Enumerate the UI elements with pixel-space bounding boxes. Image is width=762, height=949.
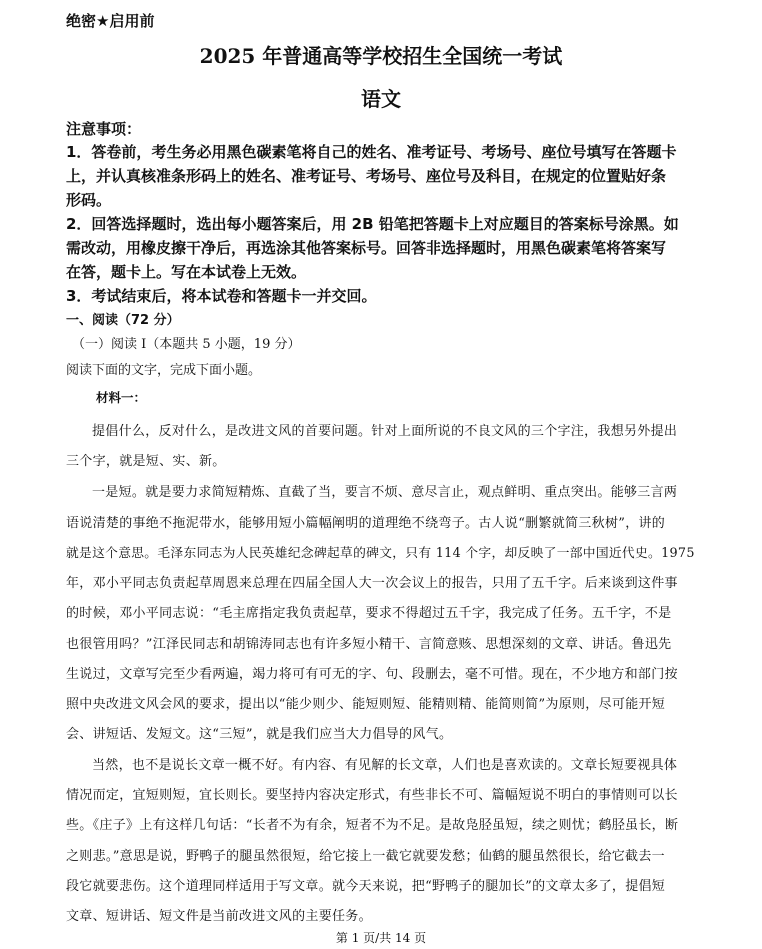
material-label: 材料一： — [96, 390, 147, 405]
body-line: 照中央改进文风会风的要求，提出以“能少则少、能短则短、能精则精、能简则简”为原则，尽可能开短 — [66, 697, 666, 712]
notice-heading: 注意事项： — [66, 120, 142, 138]
body-line: 语说清楚的事绝不拖泥带水，能够用短小篇幅阐明的道理绝不绕弯子。古人说“删繁就简三秋树”，讲的 — [66, 516, 666, 531]
notice-line: 3．考试结束后，将本试卷和答题卡一并交回。 — [66, 287, 377, 305]
body-line: 会、讲短话、发短文。这“三短”，就是我们应当大力倡导的风气。 — [66, 727, 453, 742]
body-line: 生说过，文章写完至少看两遍，竭力将可有可无的字、句、段删去，毫不可惜。现在，不少地方和部门按 — [66, 667, 678, 682]
secret-mark: 绝密★启用前 — [66, 12, 155, 30]
notice-line: 在答，题卡上。写在本试卷上无效。 — [66, 263, 307, 281]
notice-line: 2．回答选择题时，选出每小题答案后，用 2B 铅笔把答题卡上对应题目的答案标号涂黑。如 — [66, 215, 679, 233]
notice-line: 需改动，用橡皮擦干净后，再选涂其他答案标号。回答非选择题时，用黑色碳素笔将答案写 — [66, 239, 667, 257]
body-line: 当然，也不是说长文章一概不好。有内容、有见解的长文章，人们也是喜欢读的。文章长短要视具体 — [92, 758, 678, 773]
subsection-heading: （一）阅读 I（本题共 5 小题，19 分） — [72, 337, 301, 352]
exam-title: 2025 年普通高等学校招生全国统一考试 — [199, 44, 563, 68]
body-line: 也很管用吗？”江泽民同志和胡锦涛同志也有许多短小精干、言简意赅、思想深刻的文章、讲话。鲁迅先 — [66, 637, 672, 652]
body-line: 的时候，邓小平同志说：“毛主席指定我负责起草，要求不得超过五千字，我完成了任务。五千字，不是 — [66, 606, 672, 621]
body-line: 三个字，就是短、实、新。 — [66, 454, 226, 469]
body-line: 一是短。就是要力求简短精炼、直截了当，要言不烦、意尽言止，观点鲜明、重点突出。能够三言两 — [92, 485, 678, 500]
body-line: 之则悲。”意思是说，野鸭子的腿虽然很短，给它接上一截它就要发愁；仙鹤的腿虽然很长，给它截去一 — [66, 849, 665, 864]
section-heading: 一、阅读（72 分） — [66, 313, 180, 328]
notice-line: 形码。 — [66, 191, 112, 209]
body-line: 段它就要悲伤。这个道理同样适用于写文章。就今天来说，把“野鸭子的腿加长”的文章太多了，提倡短 — [66, 879, 666, 894]
notice-line: 上，并认真核准条形码上的姓名、准考证号、考场号、座位号及科目，在规定的位置贴好条 — [66, 167, 667, 185]
notice-line: 1．答卷前，考生务必用黑色碳素笔将自己的姓名、准考证号、考场号、座位号填写在答题卡 — [66, 143, 677, 161]
reading-instruction: 阅读下面的文字，完成下面小题。 — [66, 363, 262, 378]
body-line: 就是这个意思。毛泽东同志为人民英雄纪念碑起草的碑文，只有 114 个字，却反映了一部中国近代史。1975 — [66, 546, 695, 561]
page-number: 第 1 页/共 14 页 — [335, 931, 427, 945]
body-line: 提倡什么，反对什么，是改进文风的首要问题。针对上面所说的不良文风的三个字注，我想另外提出 — [92, 424, 678, 439]
body-line: 年，邓小平同志负责起草周恩来总理在四届全国人大一次会议上的报告，只用了五千字。后来谈到这件事 — [66, 576, 678, 591]
body-line: 情况而定，宜短则短，宜长则长。要坚持内容决定形式，有些非长不可、篇幅短说不明白的事情则可以长 — [66, 788, 678, 803]
subject-title: 语文 — [361, 87, 401, 111]
body-line: 文章、短讲话、短文件是当前改进文风的主要任务。 — [66, 909, 372, 924]
body-line: 些。《庄子》上有这样几句话：“长者不为有余，短者不为不足。是故凫胫虽短，续之则忧；鹤胫虽长，断 — [66, 818, 679, 833]
